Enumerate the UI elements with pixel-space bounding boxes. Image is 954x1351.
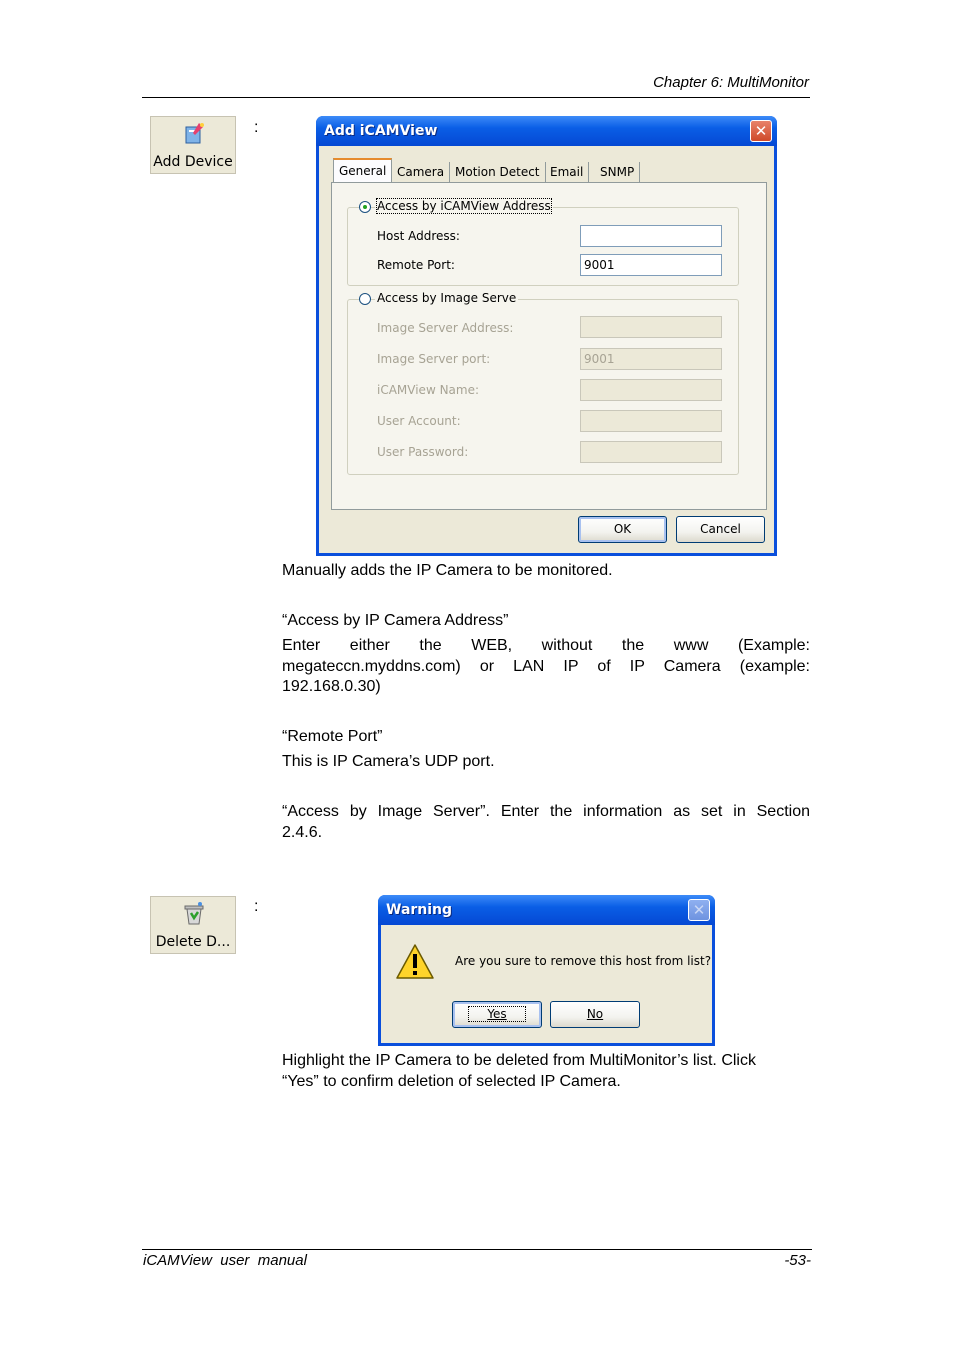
access-text-line1: Enter either the WEB, without the www (Example: <box>282 637 810 654</box>
page-number: -53- <box>784 1252 811 1269</box>
footer-left: iCAMView user manual <box>143 1252 307 1269</box>
warning-icon <box>395 943 435 981</box>
tab-general[interactable]: General <box>333 158 392 183</box>
dialog-client <box>319 146 774 553</box>
image-server-port-label: Image Server port: <box>377 352 491 366</box>
no-button[interactable]: No <box>550 1001 640 1028</box>
access-text-line2: megateccn.myddns.com) or LAN IP of IP Camera (example: <box>282 658 810 675</box>
footer-rule <box>142 1249 812 1250</box>
access-text-line3: 192.168.0.30) <box>282 678 381 695</box>
port-heading: “Remote Port” <box>282 728 383 745</box>
header-rule <box>142 97 810 98</box>
delete-description-line1: Highlight the IP Camera to be deleted from MultiMonitor’s list. Click <box>282 1052 756 1069</box>
section2-colon: : <box>254 898 259 915</box>
image-server-address-label: Image Server Address: <box>377 321 514 335</box>
tab-motion-detect[interactable]: Motion Detect <box>450 162 546 182</box>
user-account-label: User Account: <box>377 414 461 428</box>
tab-camera[interactable]: Camera <box>392 162 450 182</box>
add-device-label: Add Device <box>153 154 233 170</box>
user-password-input[interactable] <box>580 441 722 463</box>
host-address-label: Host Address: <box>377 229 460 243</box>
remote-port-input[interactable]: 9001 <box>580 254 722 276</box>
ok-button[interactable]: OK <box>578 516 667 543</box>
user-account-input[interactable] <box>580 410 722 432</box>
delete-device-button[interactable] <box>150 896 236 954</box>
radio-image-server-label[interactable]: Access by Image Serve <box>377 291 517 305</box>
add-device-icon <box>181 121 207 145</box>
radio-image-server[interactable] <box>359 293 371 305</box>
close-icon: ✕ <box>688 899 710 921</box>
add-device-button[interactable] <box>150 116 236 174</box>
warning-title: Warning <box>378 895 715 925</box>
image-server-text-line2: 2.4.6. <box>282 824 323 841</box>
user-password-label: User Password: <box>377 445 469 459</box>
delete-description-line2: “Yes” to confirm deletion of selected IP Camera. <box>282 1073 621 1090</box>
cancel-button[interactable]: Cancel <box>676 516 765 543</box>
warning-client <box>381 925 712 1043</box>
yes-button[interactable]: Yes <box>452 1001 542 1028</box>
dialog-title: Add iCAMView <box>316 116 777 146</box>
icamview-name-label: iCAMView Name: <box>377 383 480 397</box>
radio-icamview-address-label[interactable]: Access by iCAMView Address <box>377 199 551 213</box>
image-server-text-line1: “Access by Image Server”. Enter the information as set in Section <box>282 803 810 820</box>
delete-device-label: Delete D... <box>155 934 231 950</box>
add-device-description: Manually adds the IP Camera to be monitored. <box>282 562 613 579</box>
icamview-name-input[interactable] <box>580 379 722 401</box>
radio-icamview-address[interactable] <box>359 201 371 213</box>
add-icamview-dialog <box>316 116 777 556</box>
warning-dialog <box>378 895 715 1046</box>
access-heading: “Access by IP Camera Address” <box>282 612 509 629</box>
image-server-address-input[interactable] <box>580 316 722 338</box>
general-panel <box>331 182 767 510</box>
image-server-port-input[interactable]: 9001 <box>580 348 722 370</box>
tab-email[interactable]: Email <box>545 162 589 182</box>
warning-message: Are you sure to remove this host from list? <box>455 954 712 968</box>
close-icon[interactable]: ✕ <box>750 120 772 142</box>
tab-snmp[interactable]: SNMP <box>595 162 640 182</box>
host-address-input[interactable] <box>580 225 722 247</box>
remote-port-label: Remote Port: <box>377 258 455 272</box>
chapter-header: Chapter 6: MultiMonitor <box>653 74 809 91</box>
section1-colon: : <box>254 119 259 136</box>
delete-device-icon <box>181 901 207 925</box>
port-description: This is IP Camera’s UDP port. <box>282 753 495 770</box>
